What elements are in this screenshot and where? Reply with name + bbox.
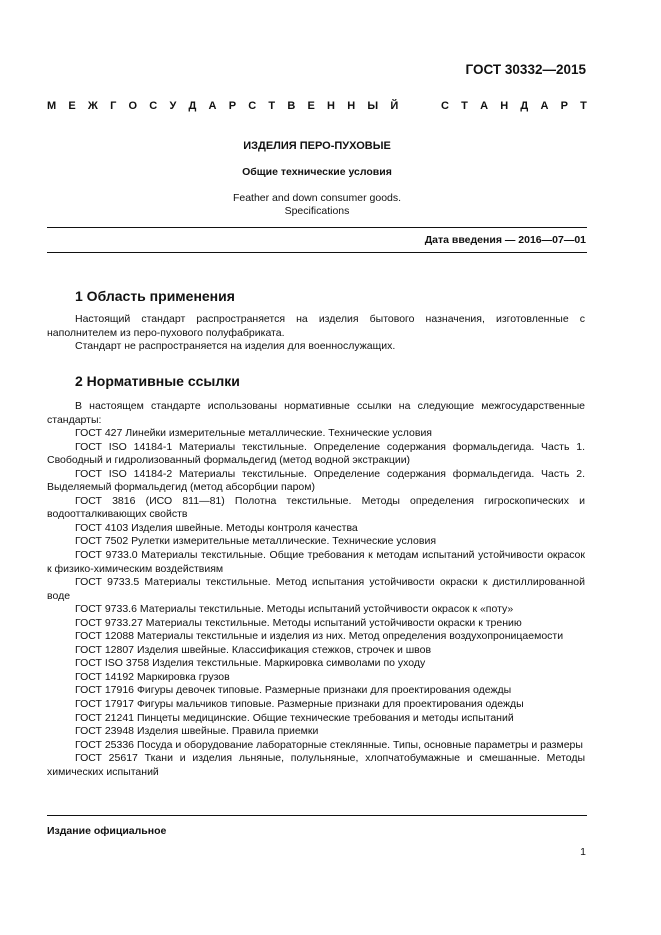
paragraph: Настоящий стандарт распространяется на изделия бытового назначения, изготовленные с наполнителем из перо-пухового полуфабриката. — [47, 313, 585, 339]
document-subtitle: Общие технические условия — [242, 166, 392, 178]
paragraph: ГОСТ 14192 Маркировка грузов — [75, 670, 230, 683]
banner-letter: А — [480, 100, 489, 112]
banner-letter: Н — [327, 100, 335, 112]
section-2-body — [47, 400, 585, 779]
banner-letter: Т — [268, 100, 276, 112]
banner-letter: Й — [390, 100, 399, 112]
paragraph: ГОСТ ISO 3758 Изделия текстильные. Маркировка символами по уходу — [75, 657, 426, 670]
paragraph: ГОСТ 7502 Рулетки измерительные металлические. Технические условия — [75, 535, 437, 548]
paragraph: ГОСТ 23948 Изделия швейные. Правила приемки — [75, 725, 319, 738]
banner-letter: Е — [68, 100, 76, 112]
banner-letter: Р — [560, 100, 568, 112]
banner-letter: С — [149, 100, 158, 112]
paragraph: ГОСТ 3816 (ИСО 811—81) Полотна текстильные. Методы определения гигроскопических и водоотталкивающих свойств — [47, 494, 585, 521]
paragraph: ГОСТ ISO 14184-2 Материалы текстильные. Определение содержания формальдегида. Часть 2. Выделяемый формальдегид (метод абсорбции паром) — [47, 467, 585, 494]
banner-letter: Н — [500, 100, 509, 112]
banner-letter: Ы — [367, 100, 379, 112]
paragraph: ГОСТ 427 Линейки измерительные металлические. Технические условия — [75, 427, 432, 440]
paragraph: В настоящем стандарте использованы нормативные ссылки на следующие межгосударственные стандарты: — [47, 400, 585, 426]
paragraph: ГОСТ 21241 Пинцеты медицинские. Общие технические требования и методы испытаний — [75, 711, 514, 724]
paragraph: ГОСТ ISO 14184-1 Материалы текстильные. Определение содержания формальдегида. Часть 1. Свободный и гидролизованный формальдегид (метод водной экстракции) — [47, 440, 585, 467]
banner-letter: Т — [580, 100, 587, 112]
footer-rule — [47, 815, 587, 816]
banner-letter: О — [128, 100, 138, 112]
section-1-heading: 1 Область применения — [75, 288, 235, 304]
standard-type-banner — [47, 100, 587, 112]
banner-letter: Ж — [87, 100, 98, 112]
standard-code: ГОСТ 30332—2015 — [465, 62, 586, 77]
banner-letter: Т — [461, 100, 468, 112]
paragraph: ГОСТ 9733.6 Материалы текстильные. Методы испытаний устойчивости окрасок к «поту» — [75, 603, 514, 616]
banner-letter: Н — [347, 100, 356, 112]
paragraph: ГОСТ 25617 Ткани и изделия льняные, полульняные, хлопчатобумажные и смешанные. Методы химических испытаний — [47, 752, 585, 778]
paragraph: ГОСТ 12088 Материалы текстильные и изделия из них. Метод определения воздухопроницаемости — [75, 630, 564, 643]
banner-letter: А — [540, 100, 549, 112]
english-title-line-1: Feather and down consumer goods. — [232, 192, 402, 204]
english-title — [47, 192, 587, 218]
banner-letter: Г — [110, 100, 117, 112]
banner-letter — [410, 100, 413, 112]
paragraph: ГОСТ 4103 Изделия швейные. Методы контроля качества — [75, 521, 358, 534]
banner-letter: Д — [188, 100, 197, 112]
paragraph: ГОСТ 9733.27 Материалы текстильные. Методы испытаний устойчивости окраски к трению — [75, 616, 522, 629]
paragraph: ГОСТ 9733.5 Материалы текстильные. Метод испытания устойчивости окраски к дистиллированной воде — [47, 576, 585, 602]
paragraph: ГОСТ 12807 Изделия швейные. Классификация стежков, строчек и швов — [75, 643, 432, 656]
banner-letter: А — [208, 100, 217, 112]
banner-letter: Е — [307, 100, 315, 112]
banner-letter: М — [47, 100, 57, 112]
page-number: 1 — [580, 846, 586, 858]
banner-letter: С — [440, 100, 449, 112]
english-title-line-2: Specifications — [284, 205, 350, 217]
banner-letter: У — [169, 100, 177, 112]
banner-letter: С — [248, 100, 257, 112]
introduction-date: Дата введения — 2016—07—01 — [424, 234, 586, 246]
date-underline — [47, 252, 587, 253]
paragraph: ГОСТ 17917 Фигуры мальчиков типовые. Размерные признаки для проектирования одежды — [75, 698, 524, 711]
paragraph: ГОСТ 25336 Посуда и оборудование лабораторные стеклянные. Типы, основные параметры и размеры — [75, 738, 583, 751]
section-1-body — [47, 313, 585, 354]
banner-letter: В — [287, 100, 296, 112]
banner-letter: Р — [228, 100, 237, 112]
section-2-heading: 2 Нормативные ссылки — [75, 373, 240, 389]
title-separator-rule — [47, 227, 587, 228]
paragraph: Стандарт не распространяется на изделия для военнослужащих. — [75, 340, 396, 353]
paragraph: ГОСТ 9733.0 Материалы текстильные. Общие требования к методам испытаний устойчивости окрасок к физико-химическим воздействиям — [47, 549, 585, 575]
banner-letter — [426, 100, 429, 112]
edition-note: Издание официальное — [47, 825, 167, 837]
banner-letter: Д — [520, 100, 529, 112]
paragraph: ГОСТ 17916 Фигуры девочек типовые. Размерные признаки для проектирования одежды — [75, 684, 512, 697]
document-title: ИЗДЕЛИЯ ПЕРО-ПУХОВЫЕ — [243, 140, 391, 152]
